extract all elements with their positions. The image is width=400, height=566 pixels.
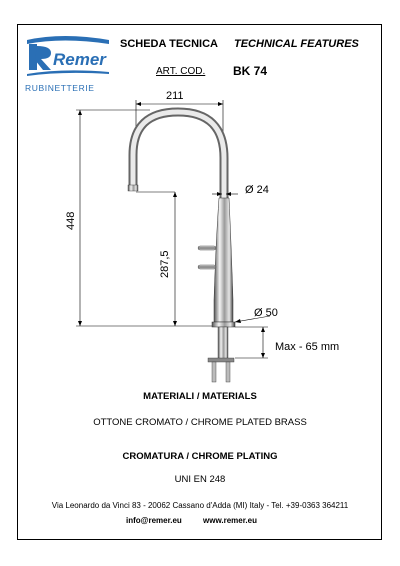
faucet-lock-nut [208,358,234,362]
dimension-max-deck [235,327,339,358]
faucet-spout-outline [133,112,224,200]
logo-brand-text: Remer [53,50,106,69]
footer-email[interactable]: info@remer.eu [126,516,182,525]
dimension-width [136,90,223,170]
faucet-supply-hose-1 [212,362,216,382]
article-code-value: BK 74 [233,64,268,78]
faucet-base [212,322,235,327]
plating-title: CROMATURA / CHROME PLATING [122,451,278,462]
faucet-aerator [128,185,138,191]
materials-title: MATERIALI / MATERIALS [143,391,257,402]
article-code-label: ART. COD. [156,66,206,77]
dimension-base-diameter-label: Ø 50 [254,307,278,319]
faucet-supply-hose-2 [226,362,230,382]
faucet-lever-upper [198,246,216,250]
footer-website[interactable]: www.remer.eu [203,516,257,525]
faucet-shank [218,327,228,360]
dimension-base-diameter [235,307,278,323]
faucet-lever-lower [198,265,216,269]
materials-text: OTTONE CROMATO / CHROME PLATED BRASS [93,417,307,428]
title-english: TECHNICAL FEATURES [234,38,359,50]
dimension-body-diameter-label: Ø 24 [245,184,269,196]
title-italian: SCHEDA TECNICA [120,38,218,50]
dimension-spout-height [136,192,177,326]
dimension-max-deck-label: Max - 65 mm [275,341,340,353]
dimension-height-label: 448 [65,211,77,230]
faucet-illustration [128,112,235,382]
plating-text: UNI EN 248 [174,474,226,485]
dimension-height [65,110,215,326]
logo-subtitle: RUBINETTERIE [25,83,95,93]
dimension-spout-height-label: 287,5 [159,250,171,278]
faucet-body [214,198,233,322]
footer-address: Via Leonardo da Vinci 83 - 20062 Cassano d'Adda (MI) Italy - Tel. +39-0363 364211 [51,501,349,510]
dimension-width-label: 211 [166,90,184,102]
